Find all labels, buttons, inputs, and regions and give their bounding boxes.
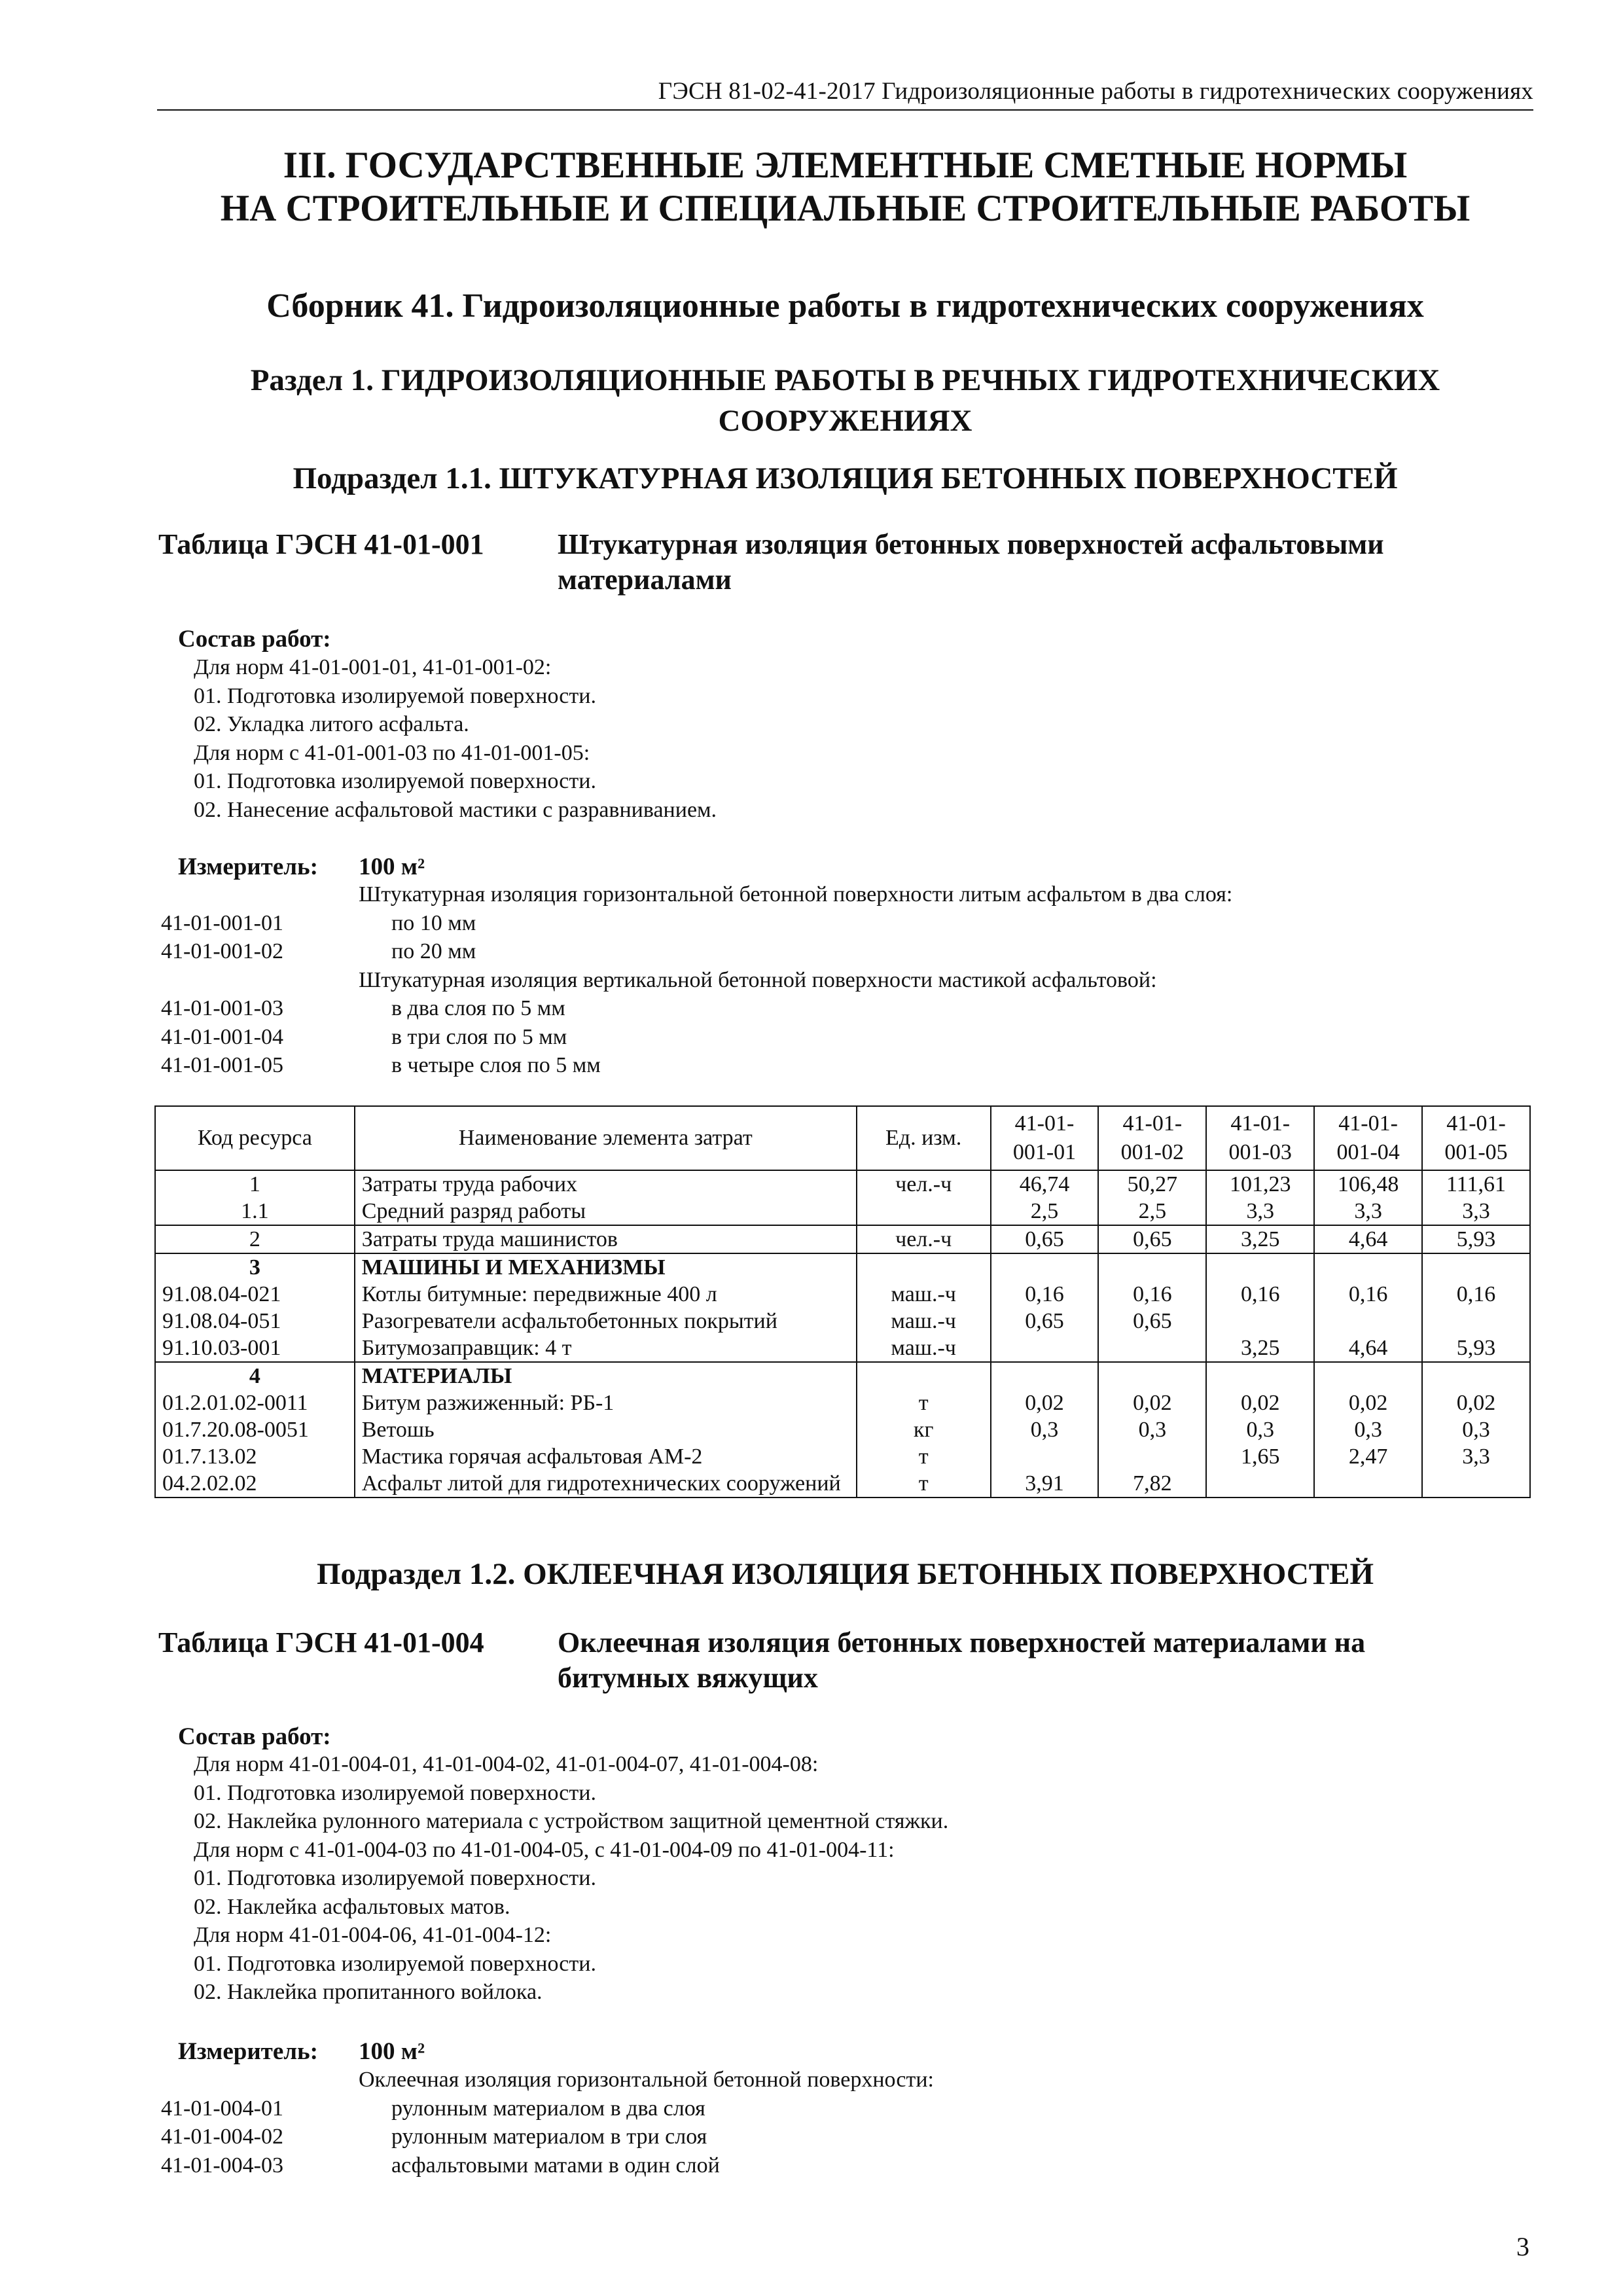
norm-value	[1206, 1362, 1314, 1390]
table-name	[558, 527, 1526, 598]
running-header: ГЭСН 81-02-41-2017 Гидроизоляционные работы в гидротехнических сооружениях	[658, 78, 1533, 105]
resource-code: 91.08.04-021	[155, 1281, 355, 1308]
norm-value: 7,82	[1098, 1470, 1206, 1498]
norm-code: 41-01-004-03	[161, 2153, 283, 2178]
resource-code: 2	[155, 1225, 355, 1253]
norm-value: 0,16	[1314, 1281, 1422, 1308]
table-name-line: битумных вяжущих	[558, 1662, 818, 1694]
norm-value: 3,3	[1206, 1198, 1314, 1225]
part-title-line: III. ГОСУДАРСТВЕННЫЕ ЭЛЕМЕНТНЫЕ СМЕТНЫЕ НОРМЫ	[283, 145, 1408, 186]
work-line: Для норм с 41-01-004-03 по 41-01-004-05, с 41-01-004-09 по 41-01-004-11:	[194, 1837, 895, 1862]
resource-name: Котлы битумные: передвижные 400 л	[355, 1281, 857, 1308]
resource-unit: т	[857, 1443, 991, 1470]
work-composition-label: Состав работ:	[178, 1723, 331, 1750]
meter-item	[161, 994, 1470, 1023]
meter-item	[161, 1023, 1470, 1052]
norm-code: 41-01-001-05	[161, 1053, 283, 1077]
page-number: 3	[1516, 2232, 1529, 2261]
norm-value: 0,3	[1206, 1416, 1314, 1443]
norm-value	[991, 1253, 1099, 1281]
work-line: 01. Подготовка изолируемой поверхности.	[194, 1866, 596, 1890]
header-code: Код ресурса	[155, 1106, 355, 1170]
norm-value: 3,3	[1422, 1443, 1530, 1470]
header-norm: 41-01- 001-03	[1206, 1106, 1314, 1170]
resource-code: 1.1	[155, 1198, 355, 1225]
resource-code: 01.7.20.08-0051	[155, 1416, 355, 1443]
norm-value	[1098, 1335, 1206, 1362]
norm-value	[1206, 1308, 1314, 1335]
norm-value: 3,3	[1422, 1198, 1530, 1225]
norm-value	[1314, 1362, 1422, 1390]
norm-value: 46,74	[991, 1170, 1099, 1198]
norm-code: 41-01-001-02	[161, 939, 283, 963]
resource-code: 01.7.13.02	[155, 1443, 355, 1470]
resource-unit	[857, 1198, 991, 1225]
table-row	[155, 1335, 1530, 1362]
header-name: Наименование элемента затрат	[355, 1106, 857, 1170]
meter-group-line: Штукатурная изоляция вертикальной бетонной поверхности мастикой асфальтовой:	[359, 967, 1157, 992]
collection-title: Сборник 41. Гидроизоляционные работы в гидротехнических сооружениях	[266, 287, 1424, 325]
table-row	[155, 1362, 1530, 1390]
table-code: Таблица ГЭСН 41-01-001	[158, 528, 484, 560]
table-name-line: материалами	[558, 564, 732, 596]
norm-value: 0,02	[1098, 1390, 1206, 1416]
resource-unit: кг	[857, 1416, 991, 1443]
norm-value: 0,65	[991, 1308, 1099, 1335]
table-row	[155, 1281, 1530, 1308]
resource-name: МАШИНЫ И МЕХАНИЗМЫ	[355, 1253, 857, 1281]
work-composition-list	[194, 1750, 948, 2007]
norm-value	[1314, 1308, 1422, 1335]
table-row	[155, 1253, 1530, 1281]
norm-desc: асфальтовыми матами в один слой	[391, 2153, 720, 2178]
norm-desc: рулонным материалом в два слоя	[391, 2096, 705, 2121]
resource-name: Разогреватели асфальтобетонных покрытий	[355, 1308, 857, 1335]
resource-name: Затраты труда машинистов	[355, 1225, 857, 1253]
work-composition-list	[194, 653, 717, 824]
table-header-row	[155, 1106, 1530, 1170]
resource-code: 91.08.04-051	[155, 1308, 355, 1335]
resource-code: 04.2.02.02	[155, 1470, 355, 1498]
resource-unit: маш.-ч	[857, 1308, 991, 1335]
meter-value: 100 м²	[359, 853, 425, 880]
meter-item	[161, 909, 1470, 938]
work-line: 02. Наклейка рулонного материала с устройством защитной цементной стяжки.	[194, 1809, 949, 1833]
meter-value: 100 м²	[359, 2038, 425, 2065]
table-row	[155, 1390, 1530, 1416]
resource-unit: т	[857, 1390, 991, 1416]
work-line: 01. Подготовка изолируемой поверхности.	[194, 1951, 596, 1976]
work-line: 02. Укладка литого асфальта.	[194, 712, 469, 736]
norm-value	[1206, 1253, 1314, 1281]
norm-value	[1314, 1470, 1422, 1498]
work-line: 01. Подготовка изолируемой поверхности.	[194, 683, 596, 708]
resource-name: Асфальт литой для гидротехнических сооружений	[355, 1470, 857, 1498]
meter-list	[161, 880, 1470, 1080]
norm-value: 3,91	[991, 1470, 1099, 1498]
norm-value: 4,64	[1314, 1225, 1422, 1253]
meter-item	[161, 937, 1470, 966]
norm-value: 0,3	[1422, 1416, 1530, 1443]
norm-value: 1,65	[1206, 1443, 1314, 1470]
norm-value: 3,3	[1314, 1198, 1422, 1225]
norm-code: 41-01-001-01	[161, 910, 283, 935]
norm-value: 0,16	[1206, 1281, 1314, 1308]
resource-table-body	[155, 1170, 1530, 1498]
resource-name: Битумозаправщик: 4 т	[355, 1335, 857, 1362]
norm-desc: по 20 мм	[391, 939, 476, 963]
norm-value: 0,02	[1314, 1390, 1422, 1416]
meter-item	[161, 2094, 1470, 2123]
norm-value: 0,65	[1098, 1225, 1206, 1253]
header-norm: 41-01- 001-02	[1098, 1106, 1206, 1170]
meter-label: Измеритель:	[178, 853, 318, 880]
resource-name: Ветошь	[355, 1416, 857, 1443]
norm-value: 0,3	[1314, 1416, 1422, 1443]
norm-value: 0,65	[991, 1225, 1099, 1253]
norm-value: 2,47	[1314, 1443, 1422, 1470]
norm-value: 106,48	[1314, 1170, 1422, 1198]
norm-desc: в два слоя по 5 мм	[391, 996, 565, 1020]
norm-value	[991, 1335, 1099, 1362]
norm-value: 0,3	[991, 1416, 1099, 1443]
norm-value	[991, 1362, 1099, 1390]
norm-value: 0,3	[1098, 1416, 1206, 1443]
norm-value: 0,16	[1098, 1281, 1206, 1308]
norm-value	[991, 1443, 1099, 1470]
norm-value: 0,16	[991, 1281, 1099, 1308]
norm-code: 41-01-004-01	[161, 2096, 283, 2121]
header-norm: 41-01- 001-01	[991, 1106, 1099, 1170]
resource-unit: чел.-ч	[857, 1225, 991, 1253]
norm-desc: рулонным материалом в три слоя	[391, 2125, 707, 2149]
work-line: 02. Нанесение асфальтовой мастики с разравниванием.	[194, 797, 717, 822]
norm-value: 2,5	[991, 1198, 1099, 1225]
norm-value: 4,64	[1314, 1335, 1422, 1362]
norm-value: 50,27	[1098, 1170, 1206, 1198]
norm-value: 3,25	[1206, 1335, 1314, 1362]
norm-value: 0,02	[1422, 1390, 1530, 1416]
table-row	[155, 1308, 1530, 1335]
section-title-line: Раздел 1. ГИДРОИЗОЛЯЦИОННЫЕ РАБОТЫ В РЕЧНЫХ ГИДРОТЕХНИЧЕСКИХ	[250, 363, 1440, 397]
meter-list	[161, 2066, 1470, 2179]
meter-group-line: Штукатурная изоляция горизонтальной бетонной поверхности литым асфальтом в два слоя:	[359, 882, 1233, 906]
work-line: Для норм с 41-01-001-03 по 41-01-001-05:	[194, 740, 590, 765]
work-composition-label: Состав работ:	[178, 626, 331, 653]
meter-item	[161, 1051, 1470, 1080]
norm-value	[1422, 1362, 1530, 1390]
resource-unit: маш.-ч	[857, 1281, 991, 1308]
table-code: Таблица ГЭСН 41-01-004	[158, 1626, 484, 1659]
meter-item	[161, 2123, 1470, 2151]
subsection-title: Подраздел 1.1. ШТУКАТУРНАЯ ИЗОЛЯЦИЯ БЕТОННЫХ ПОВЕРХНОСТЕЙ	[293, 461, 1398, 495]
resource-name: Битум разжиженный: РБ-1	[355, 1390, 857, 1416]
meter-group-line: Оклеечная изоляция горизонтальной бетонной поверхности:	[359, 2068, 934, 2092]
resource-unit	[857, 1362, 991, 1390]
table-row	[155, 1225, 1530, 1253]
header-norm: 41-01- 001-05	[1422, 1106, 1530, 1170]
work-line: 01. Подготовка изолируемой поверхности.	[194, 769, 596, 793]
resource-code: 1	[155, 1170, 355, 1198]
resource-code: 3	[155, 1253, 355, 1281]
resource-name: Мастика горячая асфальтовая АМ-2	[355, 1443, 857, 1470]
work-line: 02. Наклейка асфальтовых матов.	[194, 1894, 510, 1919]
table-name-line: Штукатурная изоляция бетонных поверхностей асфальтовыми	[558, 528, 1384, 560]
norm-value	[1098, 1362, 1206, 1390]
work-line: 02. Наклейка пропитанного войлока.	[194, 1980, 543, 2004]
work-line: Для норм 41-01-001-01, 41-01-001-02:	[194, 655, 552, 679]
resource-unit: маш.-ч	[857, 1335, 991, 1362]
resource-unit: т	[857, 1470, 991, 1498]
part-title-line: НА СТРОИТЕЛЬНЫЕ И СПЕЦИАЛЬНЫЕ СТРОИТЕЛЬНЫЕ РАБОТЫ	[220, 188, 1471, 229]
part-title	[157, 144, 1533, 230]
resource-name: МАТЕРИАЛЫ	[355, 1362, 857, 1390]
norm-value	[1098, 1253, 1206, 1281]
work-line: 01. Подготовка изолируемой поверхности.	[194, 1780, 596, 1805]
norm-value: 111,61	[1422, 1170, 1530, 1198]
header-rule	[157, 109, 1533, 111]
norm-value	[1314, 1253, 1422, 1281]
norm-value	[1422, 1470, 1530, 1498]
resource-name: Средний разряд работы	[355, 1198, 857, 1225]
norm-value	[1422, 1308, 1530, 1335]
meter-label: Измеритель:	[178, 2038, 318, 2065]
norm-value: 3,25	[1206, 1225, 1314, 1253]
section-title-line: СООРУЖЕНИЯХ	[718, 404, 972, 438]
resource-code: 91.10.03-001	[155, 1335, 355, 1362]
norm-value	[1422, 1253, 1530, 1281]
work-line: Для норм 41-01-004-01, 41-01-004-02, 41-01-004-07, 41-01-004-08:	[194, 1752, 819, 1776]
norm-value: 0,16	[1422, 1281, 1530, 1308]
norm-value: 0,02	[991, 1390, 1099, 1416]
resource-code: 4	[155, 1362, 355, 1390]
table-name-line: Оклеечная изоляция бетонных поверхностей материалами на	[558, 1626, 1366, 1659]
header-unit: Ед. изм.	[857, 1106, 991, 1170]
norm-code: 41-01-004-02	[161, 2125, 283, 2149]
table-row	[155, 1416, 1530, 1443]
table-name	[558, 1625, 1526, 1696]
norm-desc: в четыре слоя по 5 мм	[391, 1053, 601, 1077]
resource-code: 01.2.01.02-0011	[155, 1390, 355, 1416]
resource-unit: чел.-ч	[857, 1170, 991, 1198]
meter-item	[161, 2151, 1470, 2180]
section-title	[157, 360, 1533, 441]
norm-value: 5,93	[1422, 1335, 1530, 1362]
norm-desc: в три слоя по 5 мм	[391, 1024, 567, 1049]
work-line: Для норм 41-01-004-06, 41-01-004-12:	[194, 1923, 552, 1947]
norm-value: 101,23	[1206, 1170, 1314, 1198]
table-row	[155, 1170, 1530, 1198]
norm-value: 5,93	[1422, 1225, 1530, 1253]
norm-value: 2,5	[1098, 1198, 1206, 1225]
norm-code: 41-01-001-04	[161, 1024, 283, 1049]
norm-value: 0,65	[1098, 1308, 1206, 1335]
table-row	[155, 1443, 1530, 1470]
resource-table	[154, 1105, 1531, 1498]
norm-code: 41-01-001-03	[161, 996, 283, 1020]
norm-value	[1098, 1443, 1206, 1470]
resource-unit	[857, 1253, 991, 1281]
resource-name: Затраты труда рабочих	[355, 1170, 857, 1198]
header-norm: 41-01- 001-04	[1314, 1106, 1422, 1170]
norm-value	[1206, 1470, 1314, 1498]
norm-value: 0,02	[1206, 1390, 1314, 1416]
table-row	[155, 1198, 1530, 1225]
norm-desc: по 10 мм	[391, 910, 476, 935]
subsection-title: Подраздел 1.2. ОКЛЕЕЧНАЯ ИЗОЛЯЦИЯ БЕТОННЫХ ПОВЕРХНОСТЕЙ	[316, 1557, 1374, 1591]
table-row	[155, 1470, 1530, 1498]
